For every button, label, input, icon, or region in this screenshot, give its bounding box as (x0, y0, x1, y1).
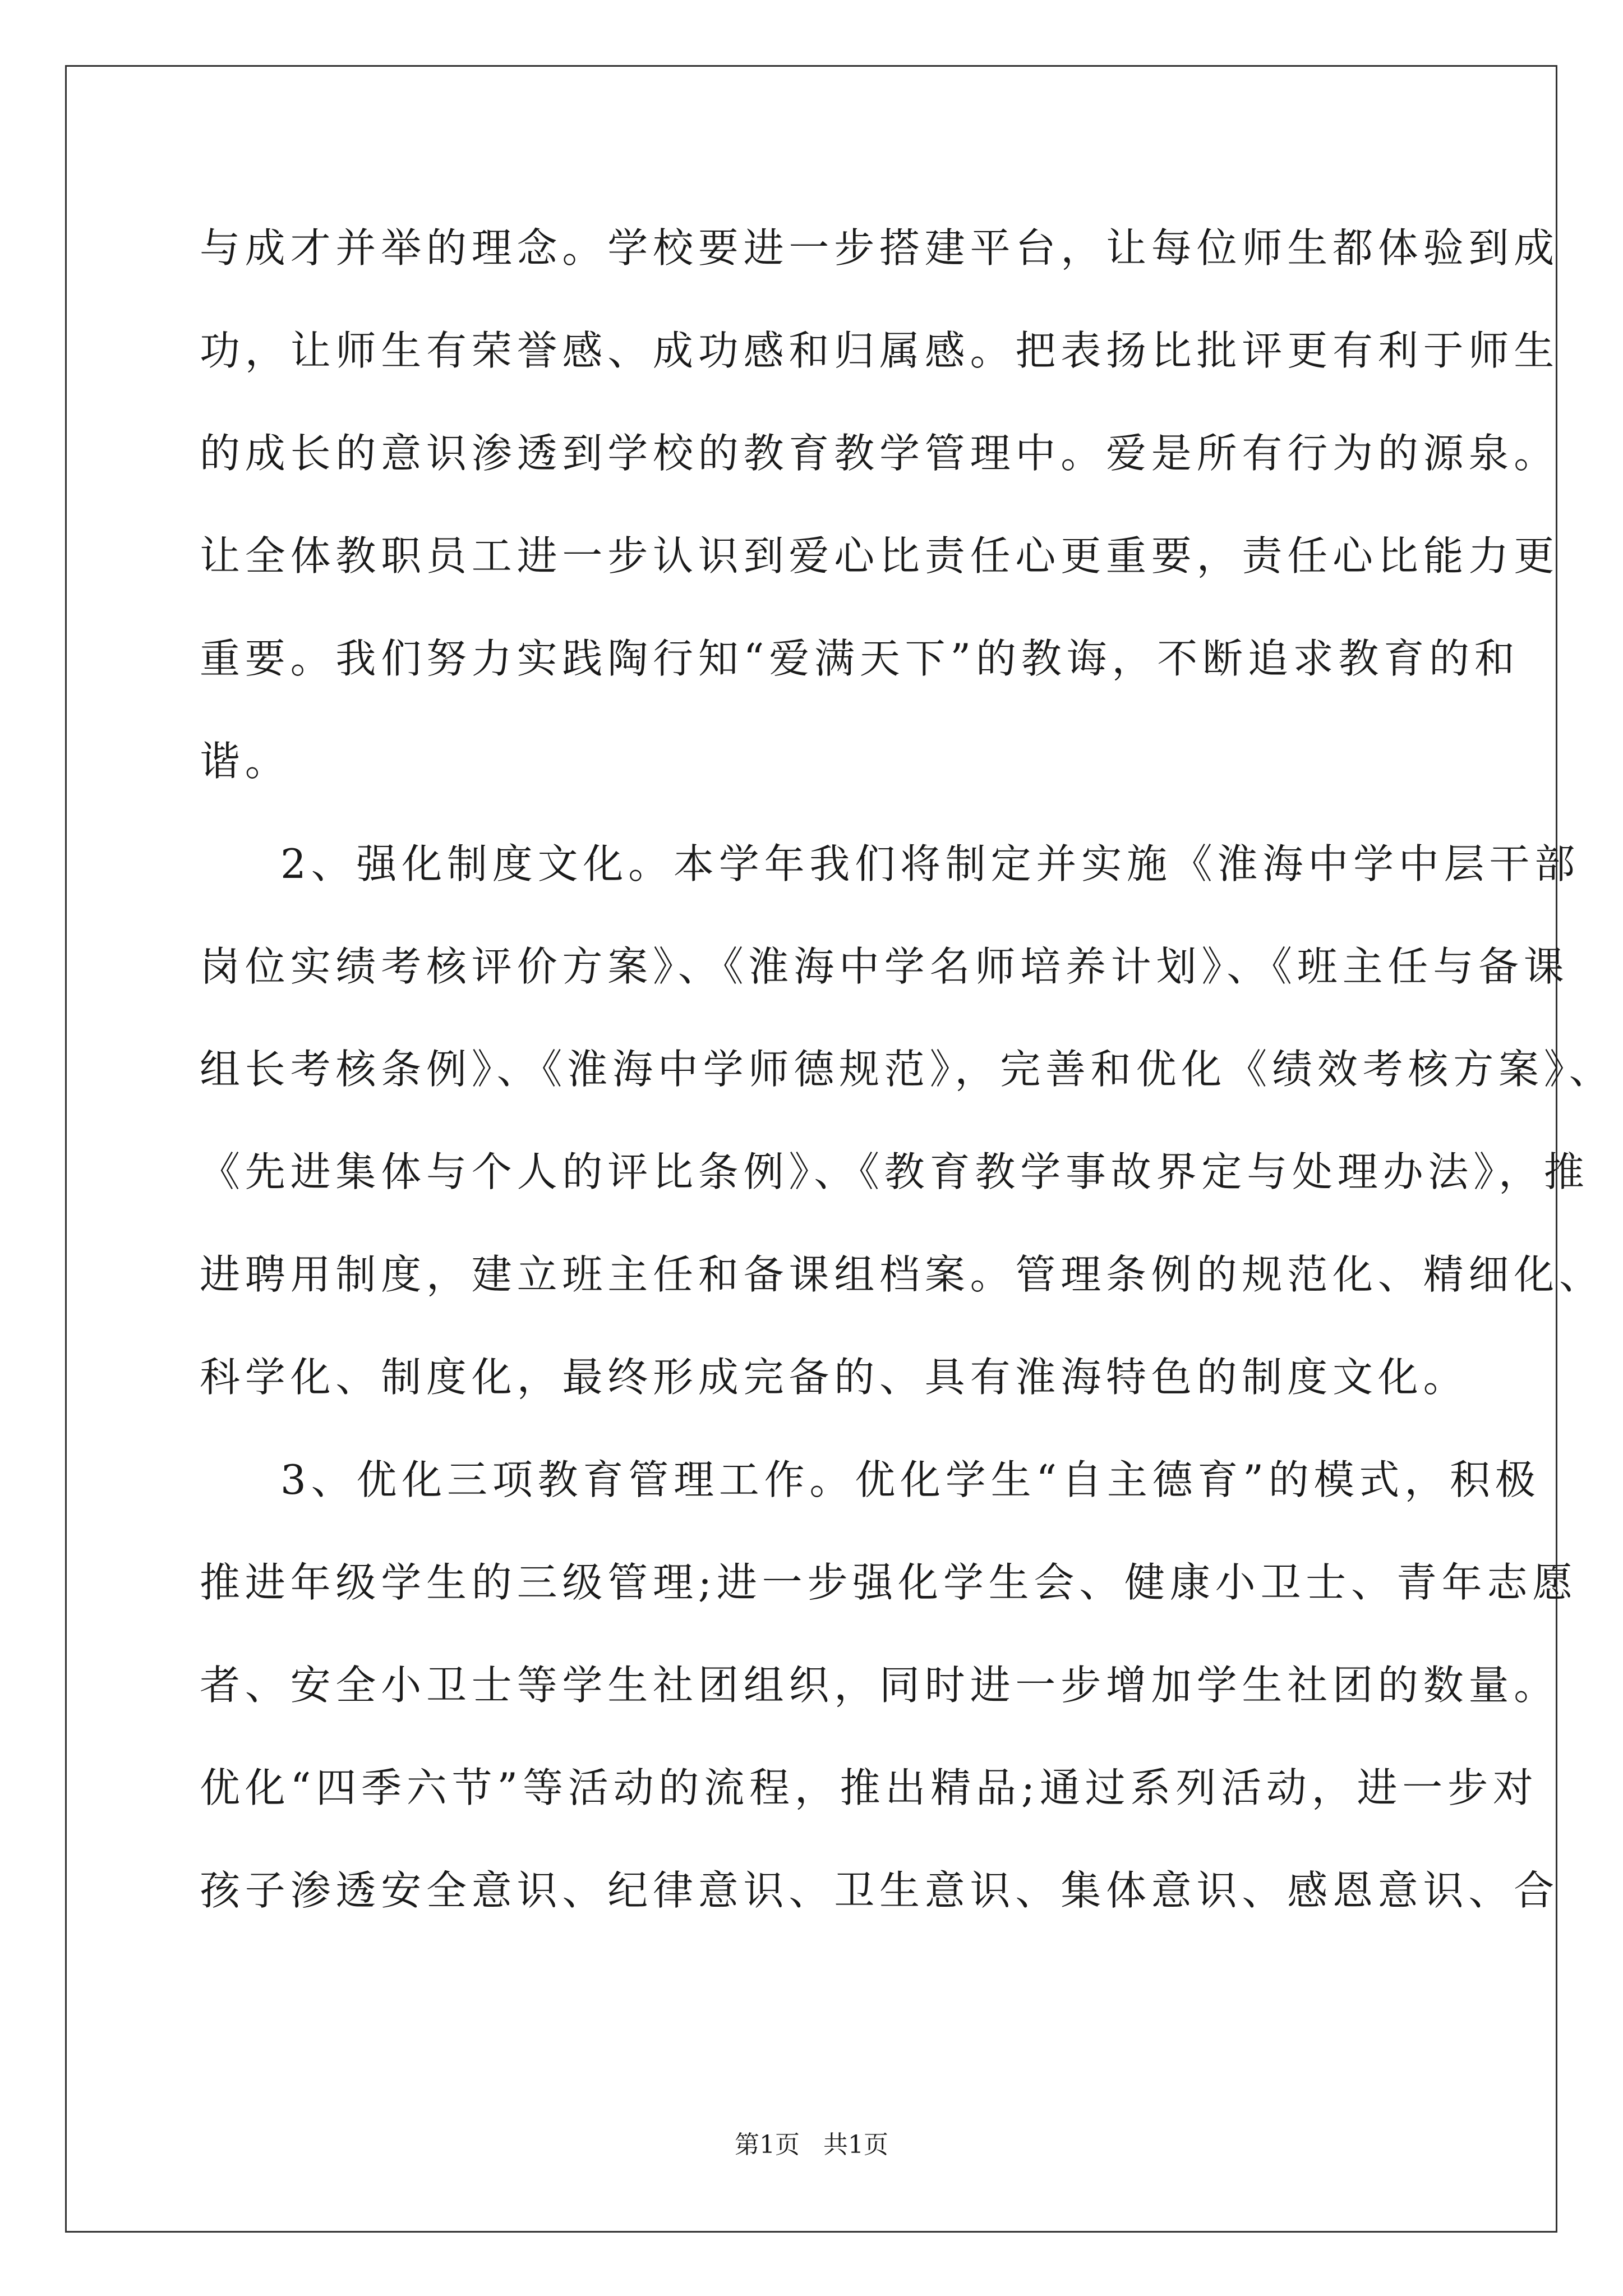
text-line: 的成长的意识渗透到学校的教育教学管理中。爱是所有行为的源泉。 (200, 430, 1560, 477)
text-line: 孩子渗透安全意识、纪律意识、卫生意识、集体意识、感恩意识、合 (200, 1867, 1560, 1914)
text-line: 让全体教职员工进一步认识到爱心比责任心更重要，责任心比能力更 (200, 532, 1560, 579)
text-line: 重要。我们努力实践陶行知“爱满天下”的教诲，不断追求教育的和 (200, 635, 1520, 682)
text-line: 功，让师生有荣誉感、成功感和归属感。把表扬比批评更有利于师生 (200, 327, 1560, 374)
text-line: 优化“四季六节”等活动的流程，推出精品;通过系列活动，进一步对 (200, 1764, 1538, 1811)
paragraph-start-line: 3、优化三项教育管理工作。优化学生“自主德育”的模式，积极 (280, 1456, 1541, 1503)
text-line: 《先进集体与个人的评比条例》、《教育教学事故界定与处理办法》，推 (200, 1148, 1589, 1195)
paragraph-start-line: 2、强化制度文化。本学年我们将制定并实施《淮海中学中层干部 (280, 840, 1580, 887)
text-line: 推进年级学生的三级管理;进一步强化学生会、健康小卫士、青年志愿 (200, 1559, 1578, 1606)
text-line: 岗位实绩考核评价方案》、《淮海中学名师培养计划》、《班主任与备课 (200, 943, 1569, 990)
text-line: 谐。 (200, 738, 291, 785)
text-line: 与成才并举的理念。学校要进一步搭建平台，让每位师生都体验到成 (200, 224, 1560, 272)
text-line: 组长考核条例》、《淮海中学师德规范》，完善和优化《绩效考核方案》、 (200, 1046, 1615, 1093)
text-line: 进聘用制度，建立班主任和备课组档案。管理条例的规范化、精细化、 (200, 1251, 1604, 1298)
text-line: 科学化、制度化，最终形成完备的、具有淮海特色的制度文化。 (200, 1354, 1469, 1401)
text-line: 者、安全小卫士等学生社团组织，同时进一步增加学生社团的数量。 (200, 1662, 1560, 1709)
page-footer: 第1页 共1页 (735, 2131, 888, 2159)
